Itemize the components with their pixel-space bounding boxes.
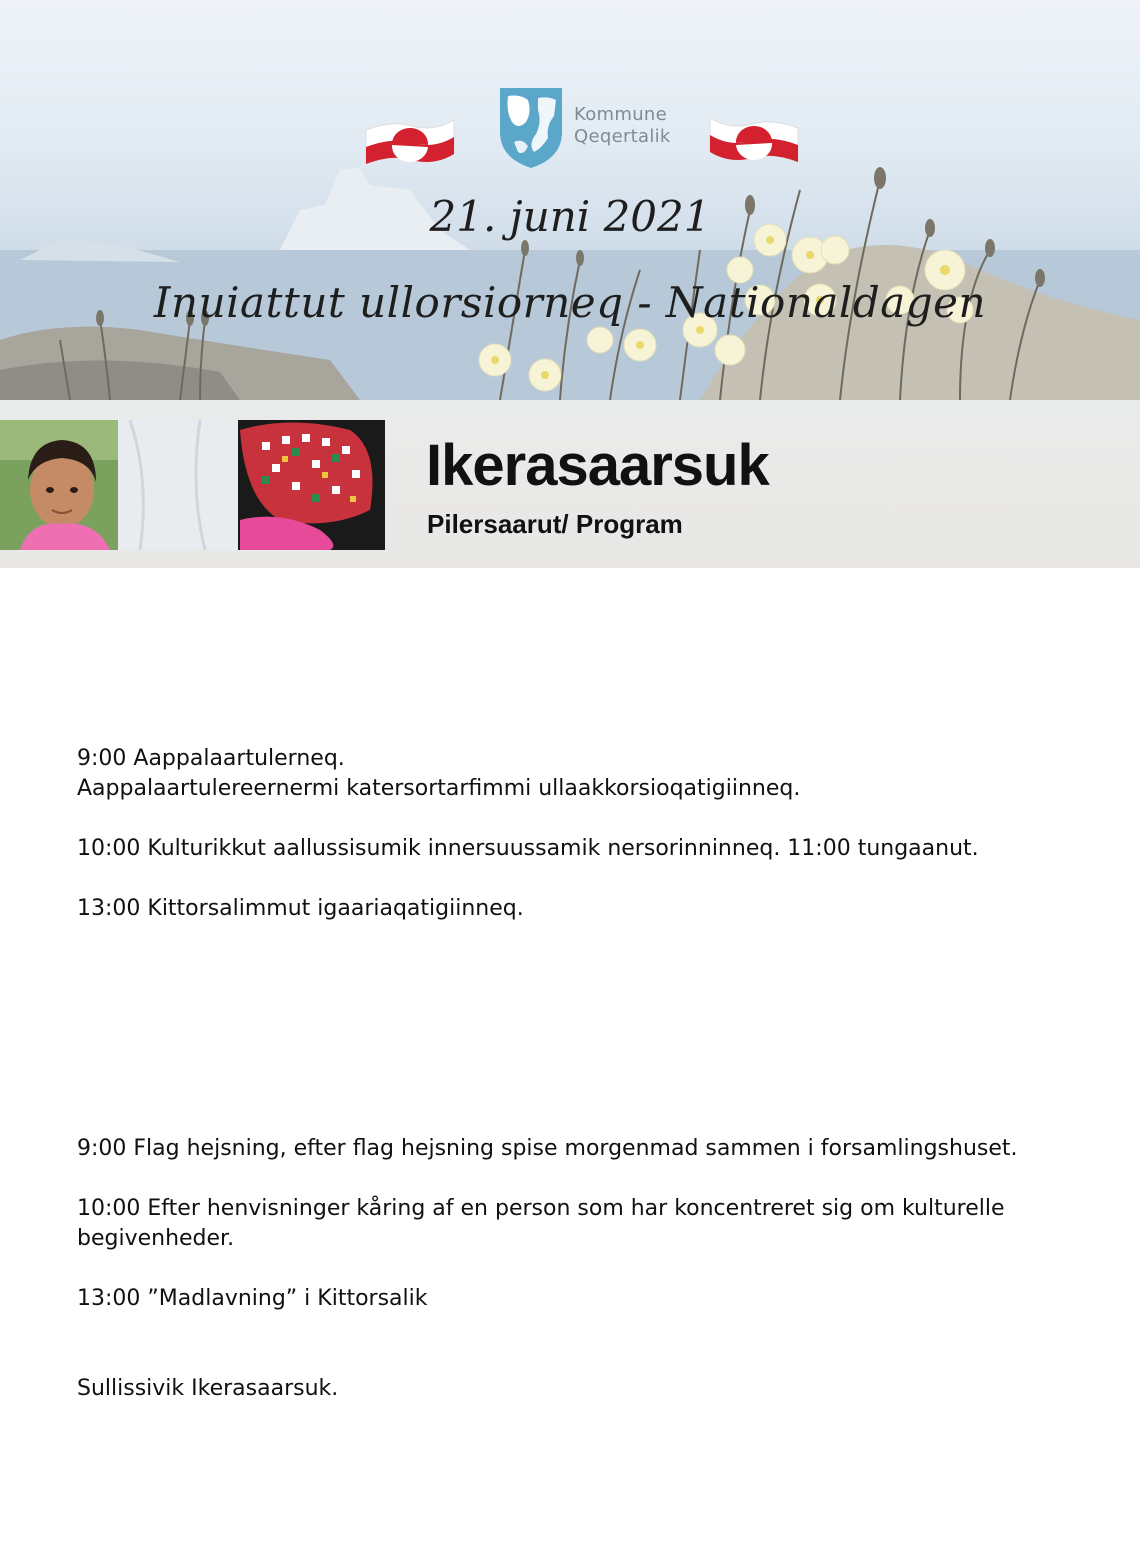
anorak-photo (118, 420, 238, 550)
header-banner (0, 0, 1140, 568)
da-item-2-line-2: begivenheder. (77, 1226, 235, 1251)
kommune-shield-icon (498, 86, 564, 170)
program-danish (77, 1134, 1077, 1314)
kommune-name (574, 104, 671, 148)
program-label: Pilersaarut/ Program (427, 509, 683, 539)
greenland-flag-right-icon (706, 108, 802, 184)
kommune-line-1: Kommune (574, 104, 667, 125)
signature: Sullissivik Ikerasaarsuk. (77, 1376, 339, 1401)
village-name: Ikerasaarsuk (426, 433, 769, 498)
kl-item-1-line-2: Aappalaartulereernermi katersortarfimmi ullaakkorsioqatigiinneq. (77, 776, 801, 801)
kl-item-2: 10:00 Kulturikkut aallussisumik innersuussamik nersorinninneq. 11:00 tungaanut. (77, 836, 979, 861)
da-item-1: 9:00 Flag hejsning, efter flag hejsning spise morgenmad sammen i forsamlingshuset. (77, 1136, 1018, 1161)
greenland-flag-left-icon (362, 110, 458, 186)
event-title: Inuiattut ullorsiorneq - Nationaldagen (153, 278, 987, 327)
kl-item-1-line-1: 9:00 Aappalaartulerneq. (77, 746, 345, 771)
photo-strip (0, 420, 385, 550)
program-greenlandic (77, 744, 1077, 924)
da-item-2-line-1: 10:00 Efter henvisninger kåring af en person som har koncentreret sig om kulturelle (77, 1196, 1005, 1221)
da-item-3: 13:00 ”Madlavning” i Kittorsalik (77, 1286, 428, 1311)
beaded-collar-photo (238, 420, 385, 550)
kl-item-3: 13:00 Kittorsalimmut igaariaqatigiinneq. (77, 896, 524, 921)
kommune-line-2: Qeqertalik (574, 126, 671, 147)
event-date: 21. juni 2021 (429, 192, 711, 241)
child-photo (0, 420, 118, 550)
footer (77, 1374, 1077, 1404)
